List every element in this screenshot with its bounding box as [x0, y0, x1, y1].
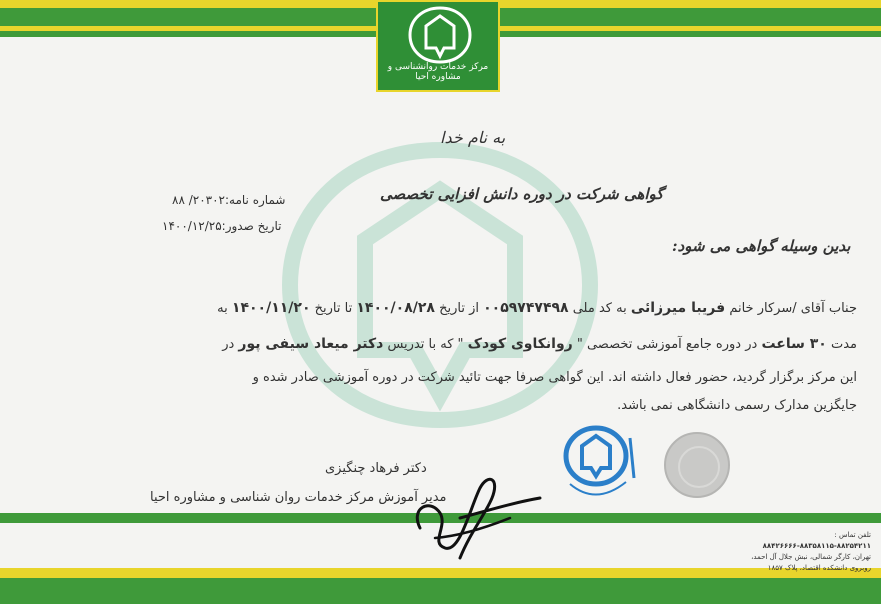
- recipient-name: فریبا میرزائی: [630, 300, 726, 316]
- seal-inner-ring: [678, 446, 720, 488]
- watermark-logo-icon: [270, 140, 610, 430]
- certificate-title: گواهی شرکت در دوره دانش افزایی تخصصی: [380, 185, 664, 203]
- bismillah: به نام خدا: [440, 128, 506, 147]
- address-line-1: تهران، کارگر شمالی، نبش جلال آل احمد،: [751, 553, 871, 561]
- org-name: مرکز خدمات روانشناسی و مشاوره احیا: [387, 62, 489, 82]
- to-date: ۱۴۰۰/۱۱/۲۰: [231, 300, 311, 316]
- body-line-1: [217, 300, 857, 316]
- line1-end: به: [217, 301, 228, 316]
- hereby-statement: بدین وسیله گواهی می شود:: [672, 237, 851, 255]
- from-date: ۱۴۰۰/۰۸/۲۸: [356, 300, 435, 316]
- line2-end: در: [222, 337, 235, 352]
- teacher-label: " که با تدریس: [387, 337, 464, 352]
- signer-name: دکتر فرهاد چنگیزی: [325, 461, 427, 476]
- duration: ۳۰ ساعت: [761, 336, 827, 352]
- embossed-seal: [664, 432, 730, 498]
- signer-role: مدیر آموزش مرکز خدمات روان شناسی و مشاوره احیا: [150, 490, 447, 505]
- course-name: روانکاوی کودک: [467, 336, 573, 352]
- header-logo: [376, 0, 500, 92]
- handwritten-signature: [400, 458, 550, 568]
- from-label: از تاریخ: [439, 301, 479, 316]
- body-line-3: این مرکز برگزار گردید، حضور فعال داشته اند. این گواهی صرفا جهت تائید شرکت در دوره آموزشی صادر شده و: [252, 370, 857, 385]
- national-code: ۰۰۵۹۷۴۷۴۹۸: [483, 300, 569, 316]
- house-hands-logo-icon: [400, 4, 480, 66]
- contact-info: [691, 530, 871, 574]
- phone-numbers: ۸۸۴۲۶۶۶۶-۸۸۳۵۸۱۱۵-۸۸۲۵۴۲۱۱: [762, 542, 871, 550]
- body-line-2: [222, 336, 857, 352]
- bottom-green-stripe-2: [0, 578, 881, 604]
- national-code-label: به کد ملی: [572, 301, 627, 316]
- teacher-name: دکتر میعاد سیفی پور: [238, 336, 384, 352]
- issue-date: تاریخ صدور:۱۴۰۰/۱۲/۲۵: [162, 219, 282, 233]
- certificate-number: شماره نامه:۲۰۳۰۲/ ۸۸: [172, 193, 286, 207]
- blue-stamp-icon: [548, 418, 648, 508]
- to-label: تا تاریخ: [314, 301, 353, 316]
- salutation: جناب آقای /سرکار خانم: [729, 301, 857, 316]
- course-label: در دوره جامع آموزشی تخصصی ": [576, 337, 758, 352]
- duration-label: مدت: [830, 337, 857, 352]
- body-line-4: جایگزین مدارک رسمی دانشگاهی نمی باشد.: [617, 398, 857, 413]
- address-line-2: روبروی دانشکده اقتصاد، پلاک ۱۸۵۷: [767, 564, 871, 572]
- phone-label: تلفن تماس :: [834, 531, 871, 539]
